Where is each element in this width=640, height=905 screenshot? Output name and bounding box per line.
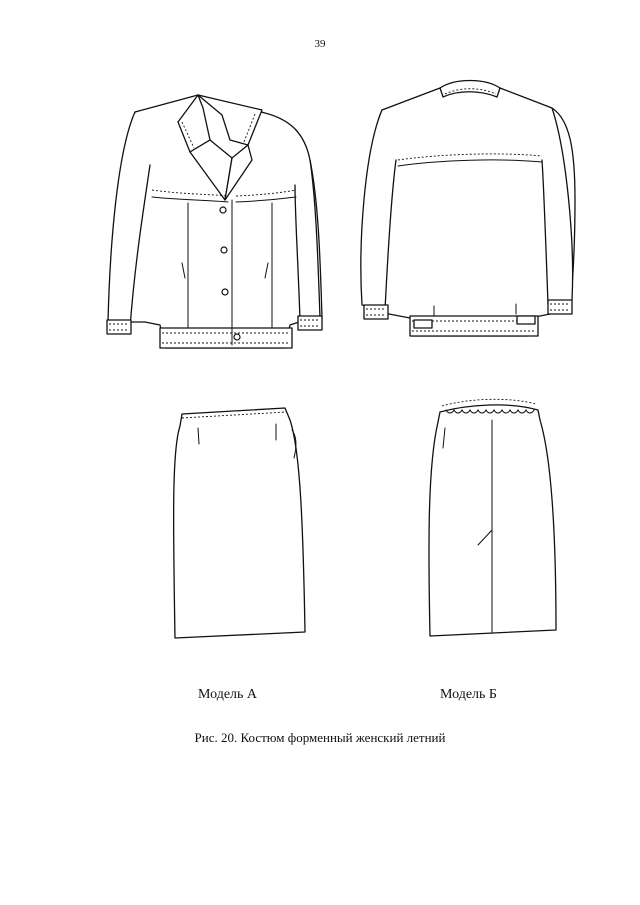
jacket-front-drawing [107,95,322,348]
jacket-back-drawing [361,81,575,337]
skirt-front-drawing [174,408,305,638]
model-a-label: Модель А [198,687,258,702]
model-b-label: Модель Б [440,687,497,702]
page-number: 39 [314,38,326,50]
figure-caption: Рис. 20. Костюм форменный женский летний [194,730,446,745]
skirt-back-drawing [429,399,556,636]
